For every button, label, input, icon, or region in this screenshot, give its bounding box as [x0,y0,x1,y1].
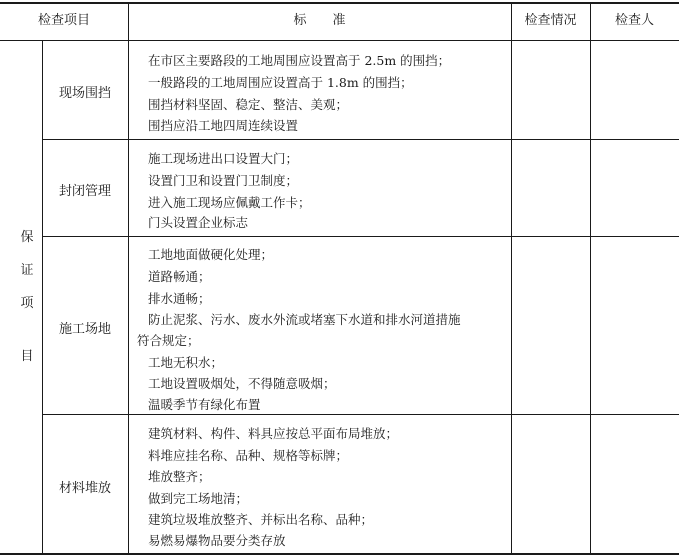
standard-line: 一般路段的工地周围应设置高于 1.8m 的围挡； [148,75,413,90]
row-name: 现场围挡 [58,86,111,101]
standard-line: 道路畅通； [148,269,211,284]
standard-line: 进入施工现场应佩戴工作卡； [148,195,311,210]
category-char: 证 [20,263,34,278]
col-divider [590,2,591,554]
standard-line: 工地地面做硬化处理； [148,247,274,262]
standard-line: 符合规定； [137,333,200,348]
header-bottom-border [0,40,679,41]
col-divider [128,2,129,554]
standard-line: 工地设置吸烟处，不得随意吸烟； [148,376,336,391]
standard-line: 工地无积水； [148,355,224,370]
standard-line: 料堆应挂名称、品种、规格等标牌； [148,448,349,463]
row-divider [42,236,679,237]
category-char: 目 [20,349,34,364]
standard-line: 在市区主要路段的工地周围应设置高于 2.5m 的围挡； [148,53,451,68]
row-divider [42,139,679,140]
standard-line: 做到完工场地清； [148,491,249,506]
row-name: 封闭管理 [58,184,111,199]
standard-line: 门头设置企业标志 [148,215,249,230]
standard-line: 围挡材料坚固、稳定、整洁、美观； [148,97,349,112]
standard-line: 建筑材料、构件、料具应按总平面布局堆放； [148,426,399,441]
standard-line: 设置门卫和设置门卫制度； [148,173,299,188]
category-char: 保 [20,230,34,245]
col-divider [511,2,512,554]
header-inspector: 检查人 [614,13,654,28]
row-name: 施工场地 [58,322,111,337]
standard-line: 易燃易爆物品要分类存放 [148,533,286,548]
standard-line: 温暖季节有绿化布置 [148,397,261,412]
header-item: 检查项目 [37,13,90,28]
standard-line: 防止泥浆、污水、废水外流或堵塞下水道和排水河道措施 [148,312,461,327]
standard-line: 建筑垃圾堆放整齐、并标出名称、品种； [148,512,374,527]
standard-line: 排水通畅； [148,291,211,306]
standard-line: 堆放整齐； [148,469,211,484]
header-status: 检查情况 [524,13,577,28]
header-standard: 标 准 [293,13,346,28]
standard-line: 施工现场进出口设置大门； [148,151,299,166]
table-top-border [0,2,679,4]
row-divider [42,414,679,415]
row-name: 材料堆放 [58,481,111,496]
table-bottom-border [0,553,679,555]
category-char: 项 [20,296,34,311]
standard-line: 围挡应沿工地四周连续设置 [148,118,299,133]
